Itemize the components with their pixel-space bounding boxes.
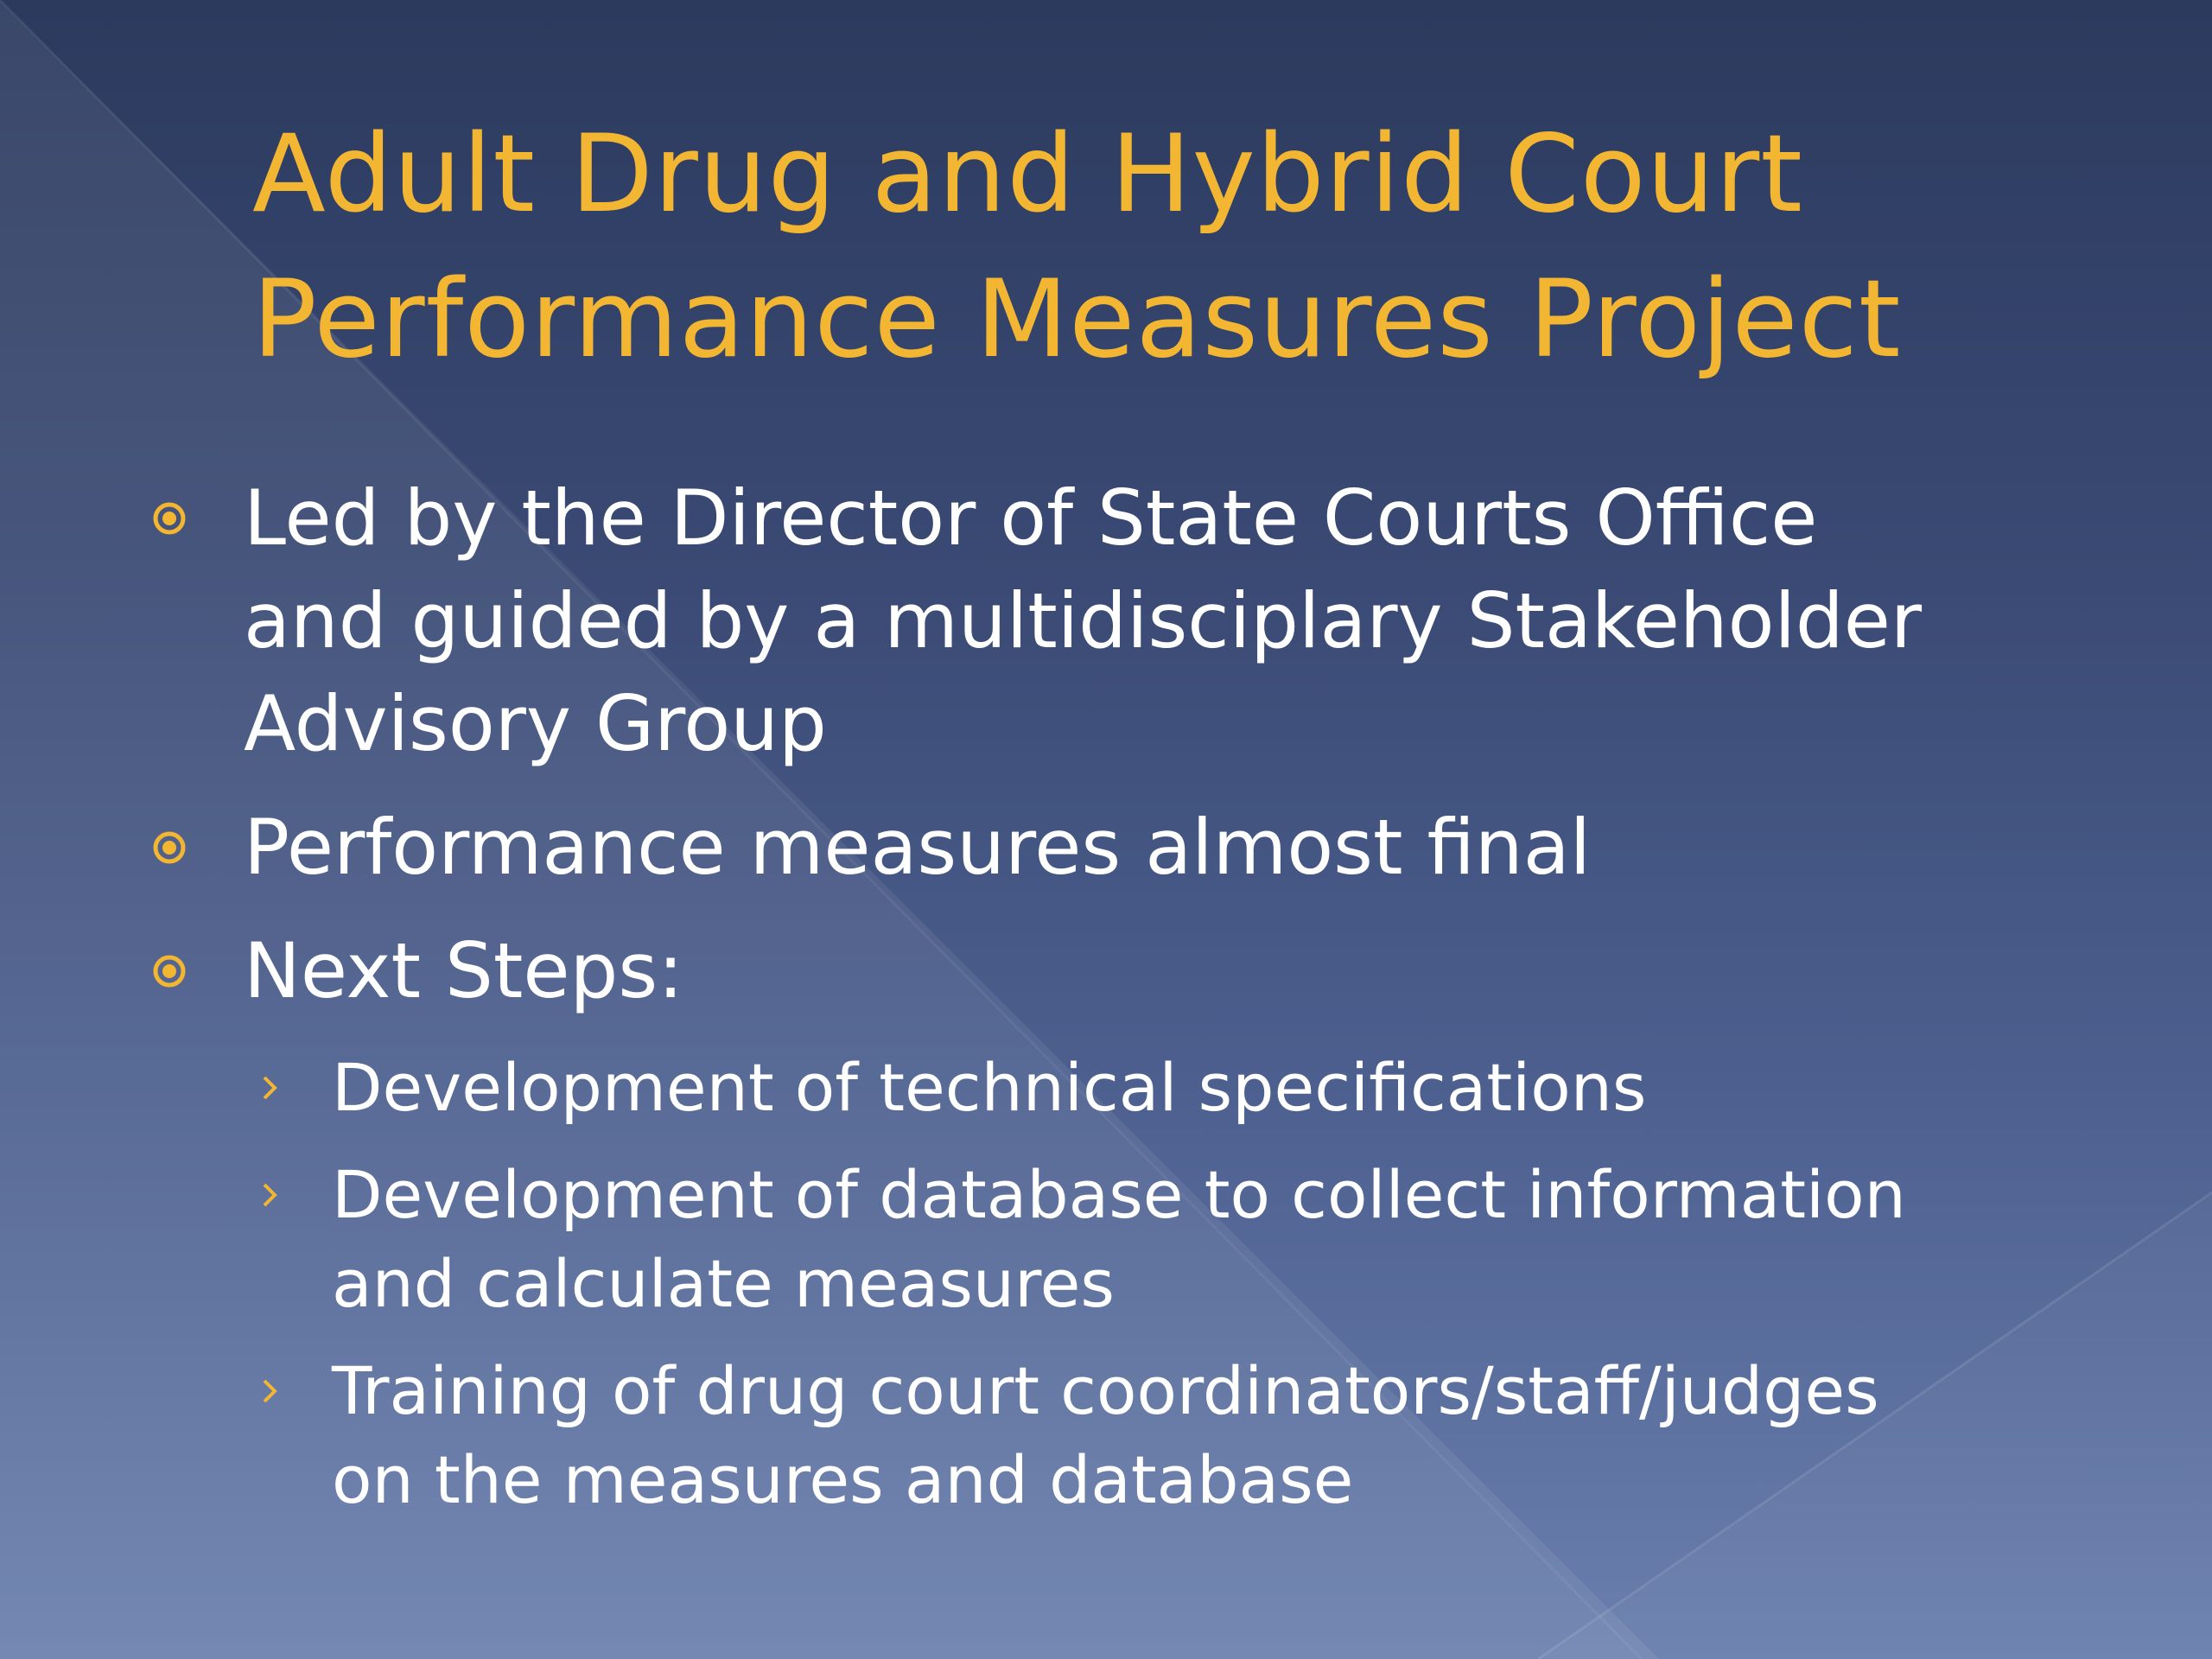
slide-title-line: Adult Drug and Hybrid Court (252, 112, 1803, 237)
sub-bullet-text-line: Training of drug court coordinators/staff/judges (332, 1352, 1879, 1429)
sub-bullet-item (147, 1150, 2134, 1328)
sub-bullet-list (147, 1043, 2134, 1524)
chevron-right-icon (261, 1376, 280, 1407)
bullet-text-line: and guided by a multidisciplary Stakeholder (244, 576, 1923, 665)
slide-title-line: Performance Measures Project (252, 257, 1902, 382)
chevron-right-icon (261, 1179, 280, 1211)
sub-bullet-item (147, 1043, 2134, 1132)
circle-bullet-icon (152, 830, 187, 865)
sub-bullet-text-line: on the measures and database (332, 1441, 1354, 1518)
bullet-item (147, 796, 2134, 899)
bullet-text-line: Next Steps: (244, 926, 683, 1015)
bullet-item (147, 467, 2134, 775)
circle-bullet-icon (152, 954, 187, 988)
sub-bullet-text-line: Development of database to collect information (332, 1156, 1906, 1233)
bullet-list (147, 467, 2134, 1542)
sub-bullet-group (147, 1043, 2134, 1524)
bullet-text-line: Performance measures almost final (244, 803, 1592, 892)
bullet-text-line: Led by the Director of State Courts Office (244, 474, 1818, 563)
chevron-right-icon (261, 1072, 280, 1103)
bullet-text-line: Advisory Group (244, 679, 827, 768)
sub-bullet-text-line: and calculate measures (332, 1245, 1116, 1322)
sub-bullet-item (147, 1346, 2134, 1524)
bullet-item (147, 919, 2134, 1022)
sub-bullet-text-line: Development of technical specifications (332, 1049, 1647, 1126)
circle-bullet-icon (152, 501, 187, 536)
slide-title (252, 102, 2119, 392)
